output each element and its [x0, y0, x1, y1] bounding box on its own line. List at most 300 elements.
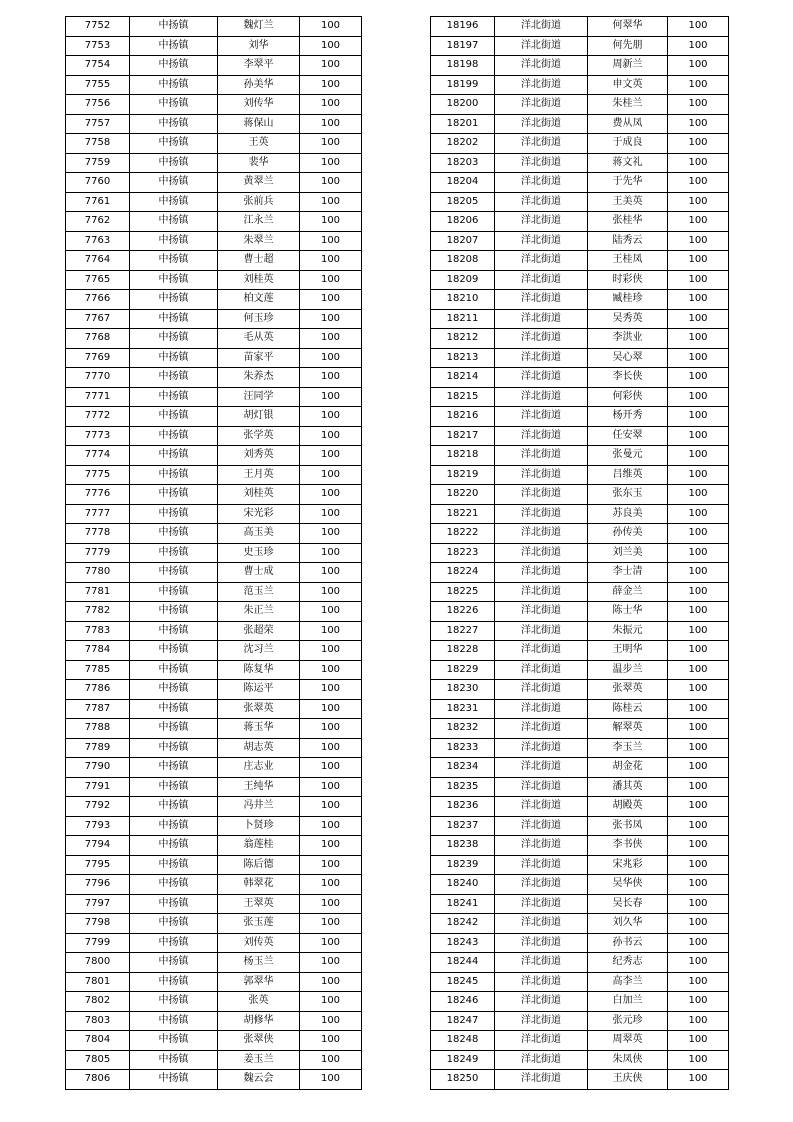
table-row [66, 309, 362, 329]
cell-amount: 100 [668, 1011, 729, 1031]
table-row [431, 290, 729, 310]
cell-amount: 100 [668, 36, 729, 56]
table-row [66, 1031, 362, 1051]
cell-amount: 100 [300, 56, 362, 76]
cell-district: 中扬镇 [130, 134, 218, 154]
cell-district: 洋北街道 [495, 368, 588, 388]
cell-person-name: 费从凤 [588, 114, 668, 134]
cell-serial-number: 18204 [431, 173, 495, 193]
cell-district: 洋北街道 [495, 582, 588, 602]
table-row [66, 524, 362, 544]
cell-district: 中扬镇 [130, 1050, 218, 1070]
cell-person-name: 吴华侠 [588, 875, 668, 895]
cell-person-name: 纪秀志 [588, 953, 668, 973]
cell-person-name: 朱振元 [588, 621, 668, 641]
cell-district: 中扬镇 [130, 1031, 218, 1051]
cell-district: 中扬镇 [130, 426, 218, 446]
cell-serial-number: 18225 [431, 582, 495, 602]
cell-amount: 100 [668, 426, 729, 446]
cell-amount: 100 [668, 1050, 729, 1070]
cell-serial-number: 18229 [431, 660, 495, 680]
table-row [66, 699, 362, 719]
table-row [66, 660, 362, 680]
cell-amount: 100 [668, 309, 729, 329]
cell-person-name: 何彩侠 [588, 387, 668, 407]
table-row [431, 426, 729, 446]
cell-person-name: 王纯华 [218, 777, 300, 797]
cell-serial-number: 18203 [431, 153, 495, 173]
cell-serial-number: 18226 [431, 602, 495, 622]
cell-district: 中扬镇 [130, 95, 218, 115]
cell-person-name: 张学英 [218, 426, 300, 446]
cell-person-name: 陈桂云 [588, 699, 668, 719]
cell-amount: 100 [668, 17, 729, 37]
table-row [431, 56, 729, 76]
cell-amount: 100 [668, 153, 729, 173]
cell-district: 中扬镇 [130, 212, 218, 232]
cell-person-name: 庄志业 [218, 758, 300, 778]
cell-amount: 100 [668, 953, 729, 973]
cell-serial-number: 7769 [66, 348, 130, 368]
cell-serial-number: 18236 [431, 797, 495, 817]
cell-amount: 100 [668, 563, 729, 583]
table-row [66, 563, 362, 583]
cell-amount: 100 [668, 212, 729, 232]
table-row [431, 777, 729, 797]
cell-amount: 100 [668, 992, 729, 1012]
cell-district: 中扬镇 [130, 641, 218, 661]
cell-amount: 100 [300, 465, 362, 485]
cell-amount: 100 [300, 134, 362, 154]
cell-amount: 100 [668, 270, 729, 290]
cell-district: 中扬镇 [130, 699, 218, 719]
cell-amount: 100 [668, 1031, 729, 1051]
table-row [66, 641, 362, 661]
cell-serial-number: 18238 [431, 836, 495, 856]
cell-district: 洋北街道 [495, 192, 588, 212]
cell-serial-number: 18208 [431, 251, 495, 271]
cell-person-name: 卜贤珍 [218, 816, 300, 836]
cell-amount: 100 [300, 387, 362, 407]
table-row [66, 36, 362, 56]
cell-district: 洋北街道 [495, 738, 588, 758]
cell-serial-number: 18213 [431, 348, 495, 368]
cell-amount: 100 [300, 290, 362, 310]
cell-amount: 100 [300, 504, 362, 524]
table-row [66, 543, 362, 563]
cell-amount: 100 [300, 270, 362, 290]
cell-serial-number: 7759 [66, 153, 130, 173]
table-row [431, 251, 729, 271]
cell-district: 洋北街道 [495, 914, 588, 934]
cell-serial-number: 7804 [66, 1031, 130, 1051]
cell-amount: 100 [668, 485, 729, 505]
cell-amount: 100 [668, 836, 729, 856]
cell-amount: 100 [300, 972, 362, 992]
cell-district: 洋北街道 [495, 933, 588, 953]
cell-person-name: 吴心翠 [588, 348, 668, 368]
cell-amount: 100 [300, 992, 362, 1012]
table-row [431, 563, 729, 583]
cell-person-name: 吕维英 [588, 465, 668, 485]
cell-serial-number: 18202 [431, 134, 495, 154]
cell-person-name: 何玉珍 [218, 309, 300, 329]
cell-district: 洋北街道 [495, 777, 588, 797]
cell-person-name: 冯井兰 [218, 797, 300, 817]
cell-amount: 100 [300, 309, 362, 329]
cell-amount: 100 [300, 875, 362, 895]
cell-district: 中扬镇 [130, 758, 218, 778]
cell-amount: 100 [668, 719, 729, 739]
cell-amount: 100 [300, 914, 362, 934]
cell-amount: 100 [300, 446, 362, 466]
table-row [431, 953, 729, 973]
cell-district: 中扬镇 [130, 680, 218, 700]
table-row [66, 875, 362, 895]
cell-district: 中扬镇 [130, 1011, 218, 1031]
cell-district: 中扬镇 [130, 875, 218, 895]
cell-amount: 100 [668, 348, 729, 368]
cell-serial-number: 18231 [431, 699, 495, 719]
cell-amount: 100 [668, 504, 729, 524]
cell-serial-number: 7761 [66, 192, 130, 212]
cell-amount: 100 [300, 855, 362, 875]
cell-person-name: 刘兰美 [588, 543, 668, 563]
cell-amount: 100 [300, 719, 362, 739]
table-row [66, 426, 362, 446]
cell-serial-number: 7756 [66, 95, 130, 115]
cell-person-name: 翁莲桂 [218, 836, 300, 856]
cell-person-name: 张曼元 [588, 446, 668, 466]
cell-amount: 100 [668, 114, 729, 134]
cell-person-name: 陈运平 [218, 680, 300, 700]
cell-amount: 100 [300, 1011, 362, 1031]
table-row [66, 270, 362, 290]
cell-amount: 100 [668, 738, 729, 758]
cell-amount: 100 [300, 524, 362, 544]
cell-person-name: 魏灯兰 [218, 17, 300, 37]
cell-amount: 100 [300, 933, 362, 953]
table-row [66, 212, 362, 232]
table-row [66, 758, 362, 778]
cell-serial-number: 18224 [431, 563, 495, 583]
cell-district: 洋北街道 [495, 56, 588, 76]
cell-district: 中扬镇 [130, 933, 218, 953]
cell-serial-number: 18244 [431, 953, 495, 973]
table-row [66, 407, 362, 427]
cell-person-name: 张玉莲 [218, 914, 300, 934]
cell-district: 洋北街道 [495, 309, 588, 329]
cell-district: 中扬镇 [130, 992, 218, 1012]
cell-person-name: 史玉珍 [218, 543, 300, 563]
cell-person-name: 高李兰 [588, 972, 668, 992]
table-row [431, 758, 729, 778]
cell-person-name: 于成良 [588, 134, 668, 154]
cell-person-name: 王明华 [588, 641, 668, 661]
cell-serial-number: 7764 [66, 251, 130, 271]
cell-district: 洋北街道 [495, 563, 588, 583]
table-row [431, 153, 729, 173]
cell-serial-number: 7779 [66, 543, 130, 563]
cell-serial-number: 7778 [66, 524, 130, 544]
table-row [431, 368, 729, 388]
cell-person-name: 张超荣 [218, 621, 300, 641]
cell-district: 洋北街道 [495, 524, 588, 544]
cell-amount: 100 [668, 75, 729, 95]
cell-serial-number: 18240 [431, 875, 495, 895]
cell-amount: 100 [300, 894, 362, 914]
table-row [66, 621, 362, 641]
cell-amount: 100 [300, 348, 362, 368]
cell-person-name: 黄翠兰 [218, 173, 300, 193]
cell-person-name: 李士清 [588, 563, 668, 583]
table-row [431, 75, 729, 95]
cell-district: 中扬镇 [130, 894, 218, 914]
table-row [66, 17, 362, 37]
cell-serial-number: 18233 [431, 738, 495, 758]
table-row [66, 816, 362, 836]
cell-serial-number: 7803 [66, 1011, 130, 1031]
cell-district: 中扬镇 [130, 563, 218, 583]
cell-district: 洋北街道 [495, 894, 588, 914]
cell-amount: 100 [300, 816, 362, 836]
cell-serial-number: 7775 [66, 465, 130, 485]
cell-district: 中扬镇 [130, 504, 218, 524]
cell-serial-number: 18201 [431, 114, 495, 134]
cell-serial-number: 18245 [431, 972, 495, 992]
cell-district: 洋北街道 [495, 387, 588, 407]
cell-amount: 100 [300, 563, 362, 583]
cell-serial-number: 7765 [66, 270, 130, 290]
cell-serial-number: 18243 [431, 933, 495, 953]
table-row [431, 524, 729, 544]
cell-amount: 100 [668, 933, 729, 953]
cell-serial-number: 18197 [431, 36, 495, 56]
cell-serial-number: 18234 [431, 758, 495, 778]
cell-serial-number: 18216 [431, 407, 495, 427]
cell-person-name: 曹士超 [218, 251, 300, 271]
cell-serial-number: 7787 [66, 699, 130, 719]
cell-district: 洋北街道 [495, 953, 588, 973]
cell-serial-number: 7798 [66, 914, 130, 934]
table-row [66, 933, 362, 953]
cell-person-name: 孙书云 [588, 933, 668, 953]
cell-serial-number: 18218 [431, 446, 495, 466]
cell-amount: 100 [668, 368, 729, 388]
cell-person-name: 周翠英 [588, 1031, 668, 1051]
table-row [431, 933, 729, 953]
cell-person-name: 臧桂珍 [588, 290, 668, 310]
cell-person-name: 蒋文礼 [588, 153, 668, 173]
cell-person-name: 张元珍 [588, 1011, 668, 1031]
cell-district: 中扬镇 [130, 738, 218, 758]
cell-serial-number: 18211 [431, 309, 495, 329]
cell-district: 洋北街道 [495, 485, 588, 505]
cell-person-name: 陈士华 [588, 602, 668, 622]
cell-amount: 100 [668, 290, 729, 310]
table-row [66, 992, 362, 1012]
cell-amount: 100 [300, 407, 362, 427]
cell-district: 洋北街道 [495, 270, 588, 290]
cell-amount: 100 [668, 894, 729, 914]
cell-amount: 100 [668, 602, 729, 622]
cell-serial-number: 18230 [431, 680, 495, 700]
cell-district: 洋北街道 [495, 855, 588, 875]
cell-person-name: 王庆侠 [588, 1070, 668, 1090]
cell-amount: 100 [300, 543, 362, 563]
table-row [66, 953, 362, 973]
cell-district: 洋北街道 [495, 134, 588, 154]
cell-district: 中扬镇 [130, 543, 218, 563]
cell-amount: 100 [668, 699, 729, 719]
cell-amount: 100 [668, 173, 729, 193]
cell-district: 中扬镇 [130, 56, 218, 76]
cell-amount: 100 [300, 17, 362, 37]
cell-serial-number: 7776 [66, 485, 130, 505]
cell-amount: 100 [668, 251, 729, 271]
table-row [431, 407, 729, 427]
cell-person-name: 李洪业 [588, 329, 668, 349]
cell-district: 中扬镇 [130, 485, 218, 505]
cell-district: 洋北街道 [495, 407, 588, 427]
table-row [431, 270, 729, 290]
cell-amount: 100 [300, 485, 362, 505]
cell-serial-number: 7758 [66, 134, 130, 154]
cell-district: 洋北街道 [495, 641, 588, 661]
cell-person-name: 何先朋 [588, 36, 668, 56]
cell-serial-number: 7771 [66, 387, 130, 407]
cell-amount: 100 [300, 582, 362, 602]
cell-serial-number: 18220 [431, 485, 495, 505]
cell-person-name: 杨玉兰 [218, 953, 300, 973]
cell-person-name: 宋光彩 [218, 504, 300, 524]
cell-serial-number: 7755 [66, 75, 130, 95]
cell-person-name: 张翠侠 [218, 1031, 300, 1051]
cell-person-name: 张翠英 [588, 680, 668, 700]
cell-serial-number: 7796 [66, 875, 130, 895]
cell-district: 中扬镇 [130, 972, 218, 992]
table-row [66, 231, 362, 251]
cell-person-name: 王美英 [588, 192, 668, 212]
cell-person-name: 张东玉 [588, 485, 668, 505]
cell-district: 中扬镇 [130, 309, 218, 329]
cell-district: 洋北街道 [495, 426, 588, 446]
cell-serial-number: 7791 [66, 777, 130, 797]
cell-district: 洋北街道 [495, 212, 588, 232]
cell-district: 洋北街道 [495, 465, 588, 485]
cell-district: 洋北街道 [495, 446, 588, 466]
cell-person-name: 张英 [218, 992, 300, 1012]
cell-person-name: 胡志英 [218, 738, 300, 758]
cell-person-name: 曹士成 [218, 563, 300, 583]
cell-serial-number: 7801 [66, 972, 130, 992]
cell-amount: 100 [300, 231, 362, 251]
cell-amount: 100 [300, 738, 362, 758]
table-row [431, 972, 729, 992]
cell-amount: 100 [300, 114, 362, 134]
cell-person-name: 刘久华 [588, 914, 668, 934]
table-row [66, 894, 362, 914]
cell-amount: 100 [300, 758, 362, 778]
cell-district: 中扬镇 [130, 231, 218, 251]
table-row [66, 836, 362, 856]
table-row [431, 875, 729, 895]
table-row [66, 348, 362, 368]
cell-person-name: 苏良美 [588, 504, 668, 524]
cell-serial-number: 7763 [66, 231, 130, 251]
cell-district: 洋北街道 [495, 621, 588, 641]
cell-person-name: 陈后德 [218, 855, 300, 875]
cell-serial-number: 18250 [431, 1070, 495, 1090]
cell-amount: 100 [300, 680, 362, 700]
cell-serial-number: 7800 [66, 953, 130, 973]
cell-district: 洋北街道 [495, 1070, 588, 1090]
cell-amount: 100 [300, 953, 362, 973]
table-row [431, 36, 729, 56]
table-row [431, 1050, 729, 1070]
cell-district: 洋北街道 [495, 660, 588, 680]
table-row [431, 192, 729, 212]
cell-district: 洋北街道 [495, 231, 588, 251]
cell-amount: 100 [300, 95, 362, 115]
cell-serial-number: 7802 [66, 992, 130, 1012]
cell-person-name: 姜玉兰 [218, 1050, 300, 1070]
table-row [431, 641, 729, 661]
cell-district: 洋北街道 [495, 719, 588, 739]
table-row [431, 602, 729, 622]
cell-person-name: 胡金花 [588, 758, 668, 778]
cell-amount: 100 [668, 797, 729, 817]
cell-district: 中扬镇 [130, 348, 218, 368]
cell-person-name: 杨开秀 [588, 407, 668, 427]
cell-person-name: 李翠平 [218, 56, 300, 76]
cell-person-name: 孙传美 [588, 524, 668, 544]
cell-serial-number: 18219 [431, 465, 495, 485]
cell-serial-number: 7760 [66, 173, 130, 193]
table-row [431, 1031, 729, 1051]
cell-amount: 100 [668, 446, 729, 466]
table-row [66, 1011, 362, 1031]
cell-district: 洋北街道 [495, 875, 588, 895]
cell-person-name: 江永兰 [218, 212, 300, 232]
cell-serial-number: 18228 [431, 641, 495, 661]
cell-district: 洋北街道 [495, 1011, 588, 1031]
cell-serial-number: 18200 [431, 95, 495, 115]
cell-serial-number: 7773 [66, 426, 130, 446]
cell-amount: 100 [300, 75, 362, 95]
cell-district: 中扬镇 [130, 621, 218, 641]
table-row [66, 290, 362, 310]
cell-serial-number: 7762 [66, 212, 130, 232]
cell-amount: 100 [668, 816, 729, 836]
cell-amount: 100 [668, 329, 729, 349]
cell-serial-number: 7785 [66, 660, 130, 680]
cell-serial-number: 7782 [66, 602, 130, 622]
cell-district: 中扬镇 [130, 777, 218, 797]
table-row [66, 173, 362, 193]
cell-amount: 100 [300, 641, 362, 661]
cell-person-name: 沈习兰 [218, 641, 300, 661]
table-row [66, 192, 362, 212]
cell-amount: 100 [300, 836, 362, 856]
cell-district: 洋北街道 [495, 1031, 588, 1051]
cell-district: 中扬镇 [130, 465, 218, 485]
table-row [66, 251, 362, 271]
cell-district: 洋北街道 [495, 972, 588, 992]
cell-district: 中扬镇 [130, 251, 218, 271]
cell-amount: 100 [300, 660, 362, 680]
table-row [431, 134, 729, 154]
